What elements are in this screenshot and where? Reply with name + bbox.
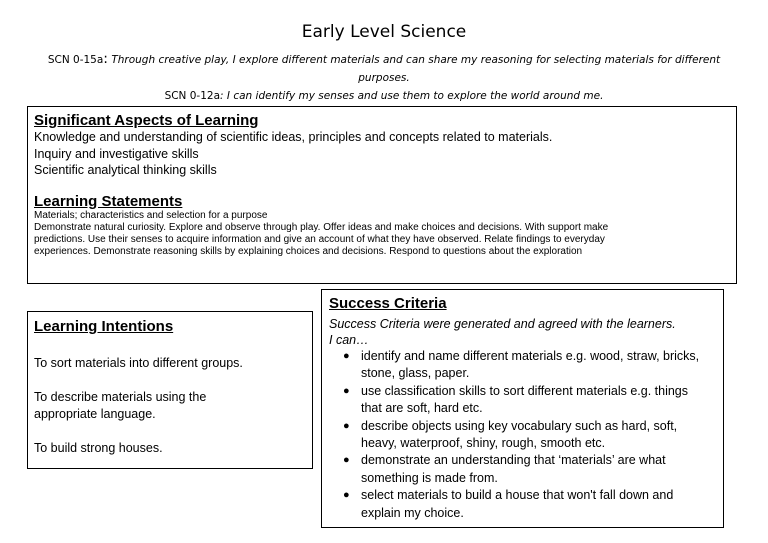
- bullet-icon: ●: [343, 489, 350, 502]
- significant-aspects-heading: Significant Aspects of Learning: [34, 112, 259, 129]
- outcome-text-continued: purposes.: [358, 72, 410, 84]
- bullet-icon: ●: [343, 419, 350, 432]
- learning-intentions-heading: Learning Intentions: [34, 318, 174, 335]
- outcome-separator: :: [220, 90, 224, 102]
- outcome-code: SCN 0-12a: [164, 90, 221, 102]
- learning-intention-item: To sort materials into different groups.: [34, 356, 243, 370]
- outcome-text: I can identify my senses and use them to explore the world around me.: [223, 90, 604, 102]
- bullet-icon: ●: [343, 350, 350, 362]
- significant-aspect-item: Knowledge and understanding of scientific ideas, principles and concepts related to materials.: [34, 130, 553, 144]
- success-criteria-box: [321, 289, 724, 528]
- success-criterion-item: [329, 348, 716, 383]
- learning-intention-item: To build strong houses.: [34, 441, 163, 455]
- criterion-text: describe objects using key vocabulary such as hard, soft,: [361, 418, 678, 433]
- success-criteria-i-can: I can…: [329, 333, 369, 347]
- bullet-icon: ●: [343, 384, 350, 397]
- bullet-icon: ●: [343, 454, 350, 467]
- learning-intentions-box: [27, 311, 313, 469]
- criterion-text-continued: explain my choice.: [361, 505, 464, 520]
- success-criteria-heading: Success Criteria: [329, 295, 447, 312]
- learning-statement-line: predictions. Use their senses to acquire information and give an account of what they have observed. Relate findings to everyday: [34, 233, 605, 245]
- outcome-separator: :: [103, 51, 108, 67]
- criterion-text-continued: stone, glass, paper.: [361, 366, 470, 381]
- outcome-scn-0-15a: [30, 50, 738, 87]
- criterion-text: select materials to build a house that won't fall down and: [361, 488, 674, 503]
- significant-aspects-box: [27, 106, 737, 284]
- criterion-text: use classification skills to sort different materials e.g. things: [361, 383, 688, 398]
- criterion-text-continued: that are soft, hard etc.: [361, 401, 483, 416]
- success-criterion-item: [329, 383, 716, 418]
- outcome-code: SCN 0-15a: [47, 54, 104, 66]
- success-criterion-item: [329, 487, 716, 522]
- learning-statement-line: Demonstrate natural curiosity. Explore and observe through play. Offer ideas and make choices and decisions. With support make: [34, 221, 609, 233]
- criterion-text-continued: something is made from.: [361, 470, 498, 485]
- learning-statements-heading: Learning Statements: [34, 192, 183, 210]
- page-title: Early Level Science: [301, 22, 467, 42]
- learning-statement-line: Materials; characteristics and selection for a purpose: [34, 209, 268, 221]
- learning-intention-item-continued: appropriate language.: [34, 407, 156, 421]
- success-criteria-intro: Success Criteria were generated and agreed with the learners.: [329, 317, 676, 331]
- criterion-text-continued: heavy, waterproof, shiny, rough, smooth etc.: [361, 436, 606, 451]
- learning-statement-line: experiences. Demonstrate reasoning skills by explaining choices and decisions. Respond to questions about the exploration: [34, 245, 583, 257]
- criterion-text: demonstrate an understanding that ‘materials’ are what: [361, 453, 666, 468]
- outcome-scn-0-12a: [30, 87, 738, 105]
- significant-aspect-item: Inquiry and investigative skills: [34, 146, 199, 161]
- learning-intention-item: To describe materials using the: [34, 390, 207, 404]
- success-criterion-item: [329, 452, 716, 487]
- criterion-text: identify and name different materials e.g. wood, straw, bricks,: [361, 349, 700, 363]
- success-criterion-item: [329, 418, 716, 453]
- outcome-text: Through creative play, I explore different materials and can share my reasoning for selecting materials for different: [108, 54, 721, 66]
- significant-aspect-item: Scientific analytical thinking skills: [34, 163, 217, 177]
- success-criteria-list: [329, 348, 716, 522]
